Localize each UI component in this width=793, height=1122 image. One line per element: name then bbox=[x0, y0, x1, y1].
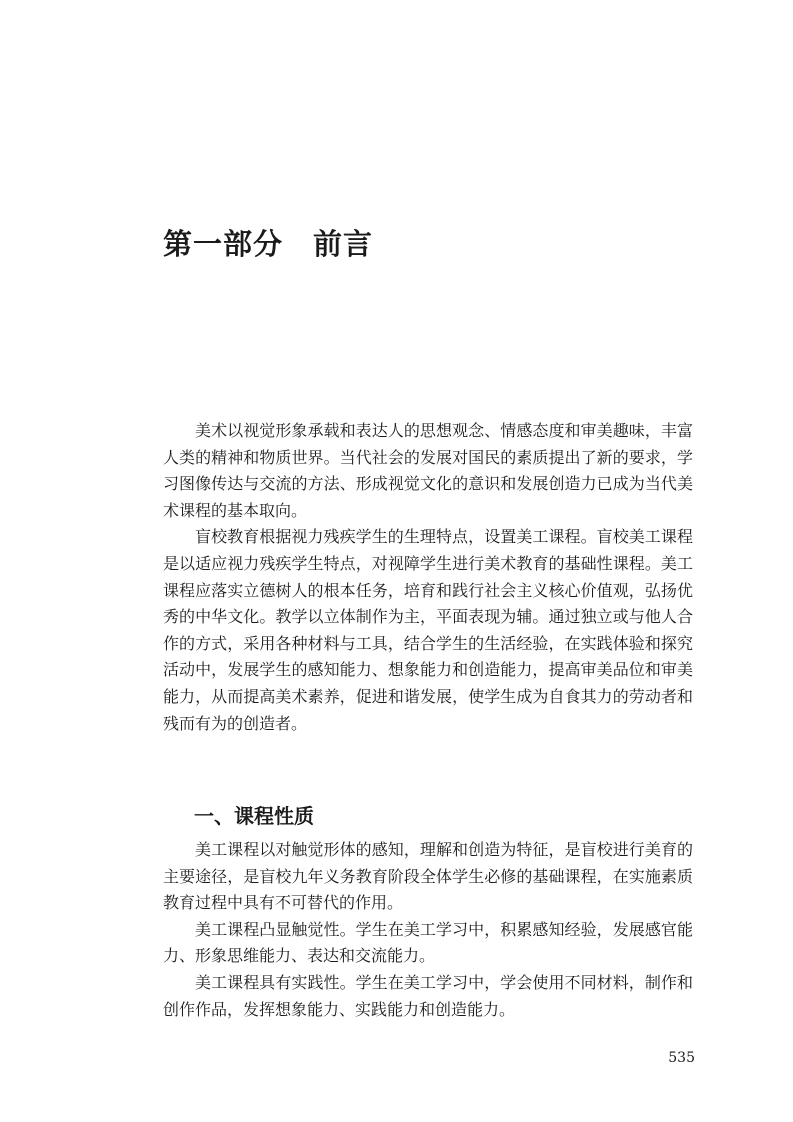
section-heading: 一、课程性质 bbox=[194, 804, 314, 828]
intro-section bbox=[163, 418, 693, 737]
section-paragraph: 美工课程凸显触觉性。学生在美工学习中，积累感知经验，发展感官能力、形象思维能力、表达和交流能力。 bbox=[163, 919, 693, 966]
part-title: 第一部分 前言 bbox=[163, 227, 374, 261]
section-body bbox=[163, 837, 693, 1023]
intro-paragraph: 盲校教育根据视力残疾学生的生理特点，设置美工课程。盲校美工课程是以适应视力残疾学生特点，对视障学生进行美术教育的基础性课程。美工课程应落实立德树人的根本任务，培育和践行社会主义核心价值观，弘扬优秀的中华文化。教学以立体制作为主，平面表现为辅。通过独立或与他人合作的方式，采用各种材料与工具，结合学生的生活经验，在实践体验和探究活动中，发展学生的感知能力、想象能力和创造能力，提高审美品位和审美能力，从而提高美术素养，促进和谐发展，使学生成为自食其力的劳动者和残而有为的创造者。 bbox=[163, 527, 693, 733]
intro-paragraph: 美术以视觉形象承载和表达人的思想观念、情感态度和审美趣味，丰富人类的精神和物质世界。当代社会的发展对国民的素质提出了新的要求，学习图像传达与交流的方法、形成视觉文化的意识和发展创造力已成为当代美术课程的基本取向。 bbox=[163, 421, 693, 520]
page-number: 535 bbox=[668, 1050, 695, 1066]
section-paragraph: 美工课程具有实践性。学生在美工学习中，学会使用不同材料，制作和创作作品，发挥想象能力、实践能力和创造能力。 bbox=[163, 972, 693, 1019]
section-paragraph: 美工课程以对触觉形体的感知，理解和创造为特征，是盲校进行美育的主要途径，是盲校九年义务教育阶段全体学生必修的基础课程，在实施素质教育过程中具有不可替代的作用。 bbox=[163, 840, 693, 913]
